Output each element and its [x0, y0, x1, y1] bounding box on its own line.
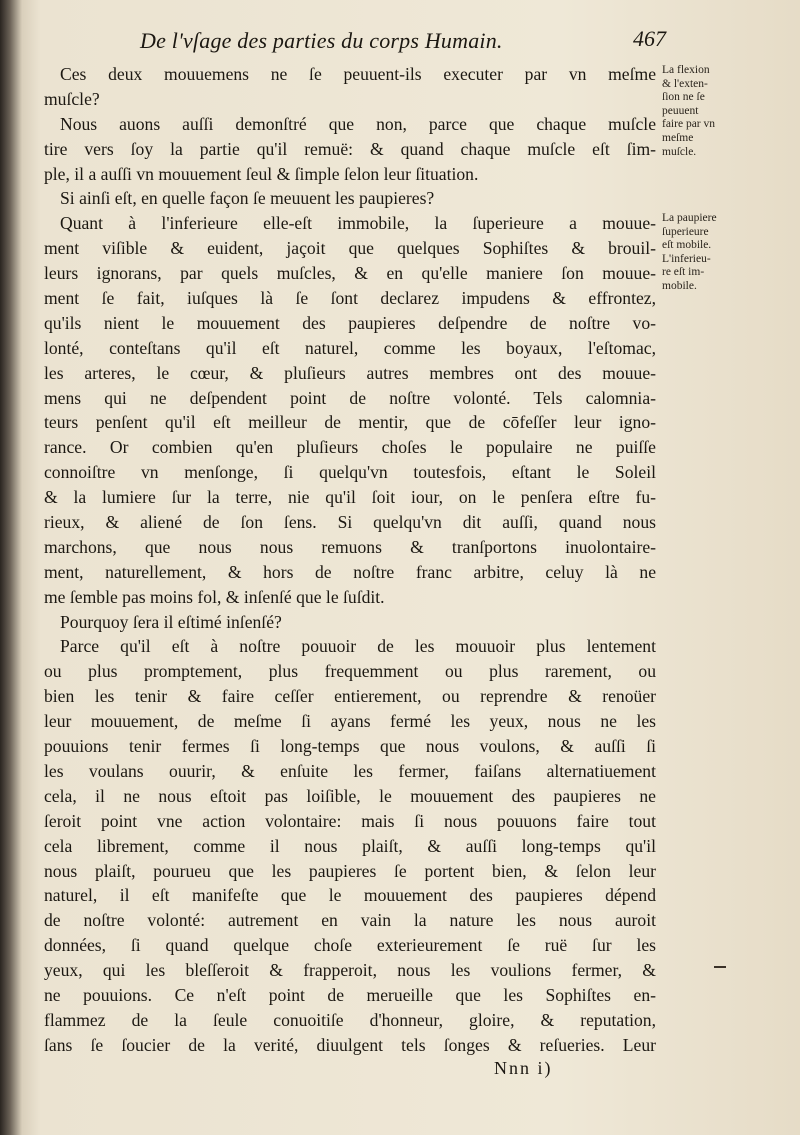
page-header: [140, 26, 666, 62]
margin-note-line: & l'exten-: [662, 77, 708, 90]
text-line: flammez de la ſeule conuoitiſe d'honneur, gloire, & reputation,: [44, 1009, 656, 1030]
text-line: marchons, que nous nous remuons & tranſportons inuolontaire-: [44, 536, 656, 557]
text-line: & la lumiere ſur la terre, nie qu'il ſoit iour, on le penſera eſtre fu-: [44, 487, 656, 508]
margin-note-line: La paupiere: [662, 212, 717, 224]
text-line: nous plaiſt, pourueu que les paupieres ſe portent bien, & ſelon leur: [44, 860, 656, 881]
text-line: mens qui ne deſpendent point de noſtre volonté. Tels calomnia-: [44, 387, 656, 408]
text-line: rance. Or combien qu'en pluſieurs choſes le populaire ne puiſſe: [44, 437, 656, 458]
text-line: Nous auons auſſi demonſtré que non, parce que chaque muſcle: [60, 113, 656, 134]
text-line: Parce qu'il eſt à noſtre pouuoir de les mouuoir plus lentement: [60, 636, 656, 657]
text-line: ment ſe fait, iuſques là ſe ſont declarez impudens & effrontez,: [44, 288, 656, 309]
margin-note-line: ſuperieure: [662, 225, 709, 238]
margin-note-line: La flexion: [662, 64, 710, 76]
text-line: cela librement, comme il nous plaiſt, & auſſi long-temps qu'il: [44, 835, 656, 856]
text-line: ment, naturellement, & hors de noſtre franc arbitre, celuy là ne: [44, 561, 656, 582]
text-line: ment viſible & euident, jaçoit que quelques Sophiſtes & brouil-: [44, 238, 656, 259]
margin-note-line: muſcle.: [662, 145, 697, 158]
text-line: ple, il a auſſi vn mouuement ſeul & ſimple ſelon leur ſituation.: [44, 163, 479, 184]
text-line: Pourquoy ſera il eſtimé inſenſé?: [60, 611, 282, 632]
text-line: lonté, conteſtans qu'il eſt naturel, comme les boyaux, l'eſtomac,: [44, 337, 656, 358]
margin-note-line: meſme: [662, 131, 694, 144]
margin-note-line: L'inferieu-: [662, 252, 711, 265]
margin-note-paupiere: [662, 212, 774, 294]
text-line: rieux, & aliené de ſon ſens. Si quelqu'vn dit auſſi, quand nous: [44, 512, 656, 533]
margin-note-flexion: [662, 64, 774, 159]
text-line: ne pouuions. Ce n'eſt point de merueille que les Sophiſtes en-: [44, 984, 656, 1005]
text-line: les voulans ouurir, & enſuite les fermer, faiſans alternatiuement: [44, 760, 656, 781]
text-line: ou plus promptement, plus frequemment ou plus rarement, ou: [44, 661, 656, 682]
text-line: Si ainſi eſt, en quelle façon ſe meuuent les paupieres?: [60, 188, 435, 209]
text-line: bien les tenir & faire ceſſer entierement, ou reprendre & renoüer: [44, 686, 656, 707]
text-line: Ces deux mouuemens ne ſe peuuent-ils executer par vn meſme: [60, 64, 656, 84]
text-line: muſcle?: [44, 88, 100, 109]
text-line: leur mouuement, de meſme ſi ayans fermé les yeux, nous ne les: [44, 711, 656, 732]
text-line: cela, il ne nous eſtoit pas loiſible, le mouuement des paupieres ne: [44, 785, 656, 806]
body-text: [44, 62, 656, 1058]
text-line: pouuions tenir fermes ſi long-temps que nous voulons, & auſſi ſi: [44, 736, 656, 757]
text-line: qu'ils nient le mouuement des paupieres deſpendre de noſtre vo-: [44, 312, 656, 333]
text-line: ſans ſe ſoucier de la verité, diuulgent tels ſonges & reſueries. Leur: [44, 1034, 656, 1055]
margin-note-line: faire par vn: [662, 118, 715, 131]
margin-note-line: mobile.: [662, 279, 697, 292]
text-line: tire vers ſoy la partie qu'il remuë: & quand chaque muſcle eſt ſim-: [44, 138, 656, 159]
text-line: ſeroit point vne action volontaire: mais ſi nous pouuons faire tout: [44, 810, 656, 831]
margin-note-line: peuuent: [662, 104, 699, 117]
text-line: les arteres, le cœur, & pluſieurs autres membres ont des mouue-: [44, 362, 656, 383]
text-line: naturel, il eſt manifeſte que le mouuement des paupieres dépend: [44, 885, 656, 906]
text-line: leurs ignorans, par quels muſcles, & en qu'elle maniere ſon mouue-: [44, 263, 656, 284]
text-line: données, ſi quand quelque choſe exterieurement ſe ruë ſur les: [44, 935, 656, 956]
text-line: me ſemble pas moins fol, & inſenſé que le ſuſdit.: [44, 586, 385, 607]
text-line: yeux, qui les bleſſeroit & frapperoit, nous les voulions fermer, &: [44, 960, 656, 981]
margin-note-line: eſt mobile.: [662, 239, 712, 252]
text-line: teurs penſent qu'il eſt meilleur de mentir, que de cōfeſſer leur igno-: [44, 412, 656, 433]
page-number: 467: [633, 26, 666, 51]
margin-note-line: ſion ne ſe: [662, 91, 705, 104]
running-head: De l'vſage des parties du corps Humain.: [140, 28, 503, 53]
text-line: connoiſtre vn menſonge, ſi quelqu'vn toutesfois, eſtant le Soleil: [44, 462, 656, 483]
text-line: de noſtre volonté: autrement en vain la nature les nous auroit: [44, 910, 656, 931]
text-line: Quant à l'inferieure elle-eſt immobile, la ſuperieure a mouue-: [60, 213, 656, 234]
margin-dash-mark: [714, 966, 726, 968]
signature-mark: Nnn i): [494, 1058, 553, 1078]
margin-note-line: re eſt im-: [662, 266, 705, 279]
